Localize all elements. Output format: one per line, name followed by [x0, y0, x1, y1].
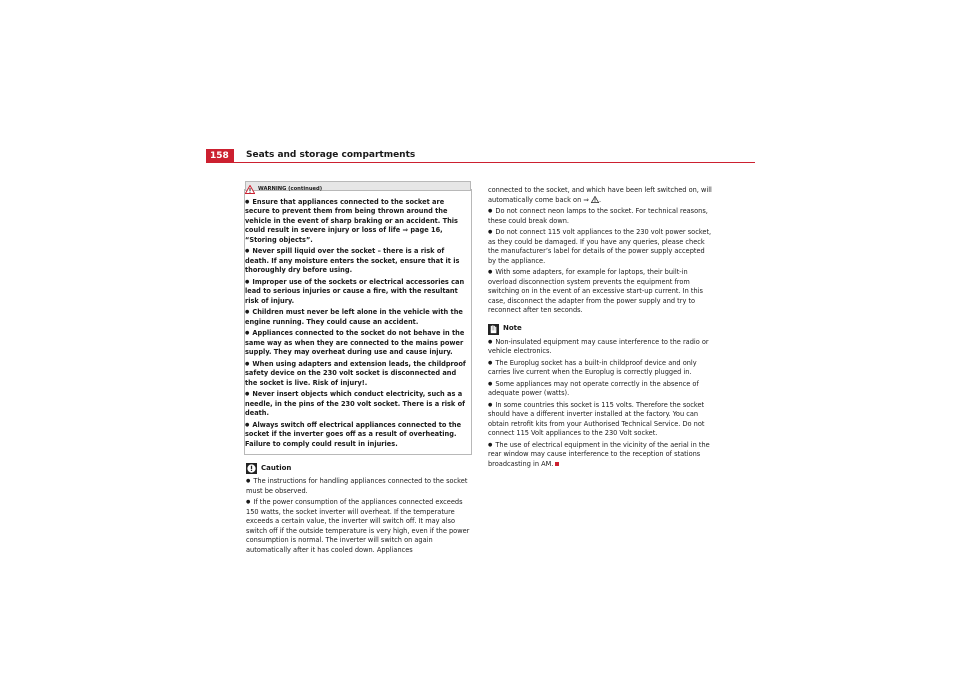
caution-list	[246, 477, 472, 555]
note-item: ● Non-insulated equipment may cause interference to the radio or vehicle electronics.	[488, 338, 714, 357]
note-item	[488, 441, 714, 470]
note-list	[488, 338, 714, 470]
warning-header	[245, 185, 467, 195]
warning-list	[245, 198, 467, 450]
note-item-text: The use of electrical equipment in the vicinity of the aerial in the rear window may cause interference to the reception of stations broadcasting in AM.	[488, 440, 710, 468]
warning-label: WARNING (continued)	[258, 186, 323, 192]
warning-item: ● Appliances connected to the socket do not behave in the same way as when they are connected to the mains power supply. They may overheat during use and cause injury.	[245, 329, 467, 358]
caution-header	[246, 463, 472, 474]
continuation-text: connected to the socket, and which have been left switched on, will automatically come back on ⇒	[488, 186, 712, 204]
note-label: Note	[503, 324, 522, 333]
right-column	[488, 186, 714, 471]
note-item: ● In some countries this socket is 115 volts. Therefore the socket should have a different inverter installed at the factory. You can obtain retrofit kits from your Authorised Technical Service. Do not connect 115 Volt appliances to the 230 Volt socket.	[488, 401, 714, 439]
page-number: 158	[206, 149, 234, 162]
left-column	[245, 186, 472, 557]
warning-item: ● Never insert objects which conduct electricity, such as a needle, in the pins of the 230 volt socket. There is a risk of death.	[245, 390, 467, 419]
caution-exclamation-icon	[246, 463, 257, 474]
note-item: ● The Europlug socket has a built-in childproof device and only carries live current when the Europlug is correctly plugged in.	[488, 359, 714, 378]
warning-triangle-icon	[245, 185, 255, 194]
warning-item: ● Ensure that appliances connected to the socket are secure to prevent them from being thrown around the vehicle in the event of sharp braking or an accident. This could result in severe injury or loss of life ⇒ page 16, “Storing objects”.	[245, 198, 467, 246]
warning-item: ● Never spill liquid over the socket – there is a risk of death. If any moisture enters the socket, ensure that it is thoroughly dry before using.	[245, 247, 467, 276]
caution-item: ● If the power consumption of the appliances connected exceeds 150 watts, the socket inverter will overheat. If the temperature exceeds a certain value, the inverter will switch off. It may also switch off if the outside temperature is very high, even if the power consumption is normal. The inverter will switch on again automatically after it has cooled down. Appliances	[246, 498, 472, 555]
warning-triangle-icon	[591, 196, 599, 203]
warning-item: ● When using adapters and extension leads, the childproof safety device on the 230 volt socket is disconnected and the socket is live. Risk of injury!.	[245, 360, 467, 389]
end-mark-icon	[555, 462, 559, 466]
caution-label: Caution	[261, 463, 292, 472]
caution-item: ● The instructions for handling appliances connected to the socket must be observed.	[246, 477, 472, 496]
caution-item: ● With some adapters, for example for laptops, their built-in overload disconnection system prevents the equipment from switching on in the event of an excessive start-up current. In this case, disconnect the adapter from the power supply and try to reconnect after ten seconds.	[488, 268, 714, 316]
note-header	[488, 324, 714, 335]
caution-continuation: connected to the socket, and which have been left switched on, will automatically come back on ⇒ .	[488, 186, 712, 204]
warning-item: ● Improper use of the sockets or electrical accessories can lead to serious injuries or cause a fire, with the resultant risk of injury.	[245, 278, 467, 307]
warning-item: ● Always switch off electrical appliances connected to the socket if the inverter goes off as a result of overheating. Failure to comply could result in injuries.	[245, 421, 467, 450]
header-rule	[206, 162, 755, 163]
note-hand-icon	[488, 324, 499, 335]
warning-item: ● Children must never be left alone in the vehicle with the engine running. They could cause an accident.	[245, 308, 467, 327]
caution-item: ● Do not connect neon lamps to the socket. For technical reasons, these could break down.	[488, 207, 714, 226]
warning-box	[244, 186, 472, 455]
caution-item: ● Do not connect 115 volt appliances to the 230 volt power socket, as they could be damaged. If you have any queries, please check the manufacturer’s label for details of the power supply accepted by the appliance.	[488, 228, 714, 266]
note-item: ● Some appliances may not operate correctly in the absence of adequate power (watts).	[488, 380, 714, 399]
section-title: Seats and storage compartments	[246, 150, 416, 160]
